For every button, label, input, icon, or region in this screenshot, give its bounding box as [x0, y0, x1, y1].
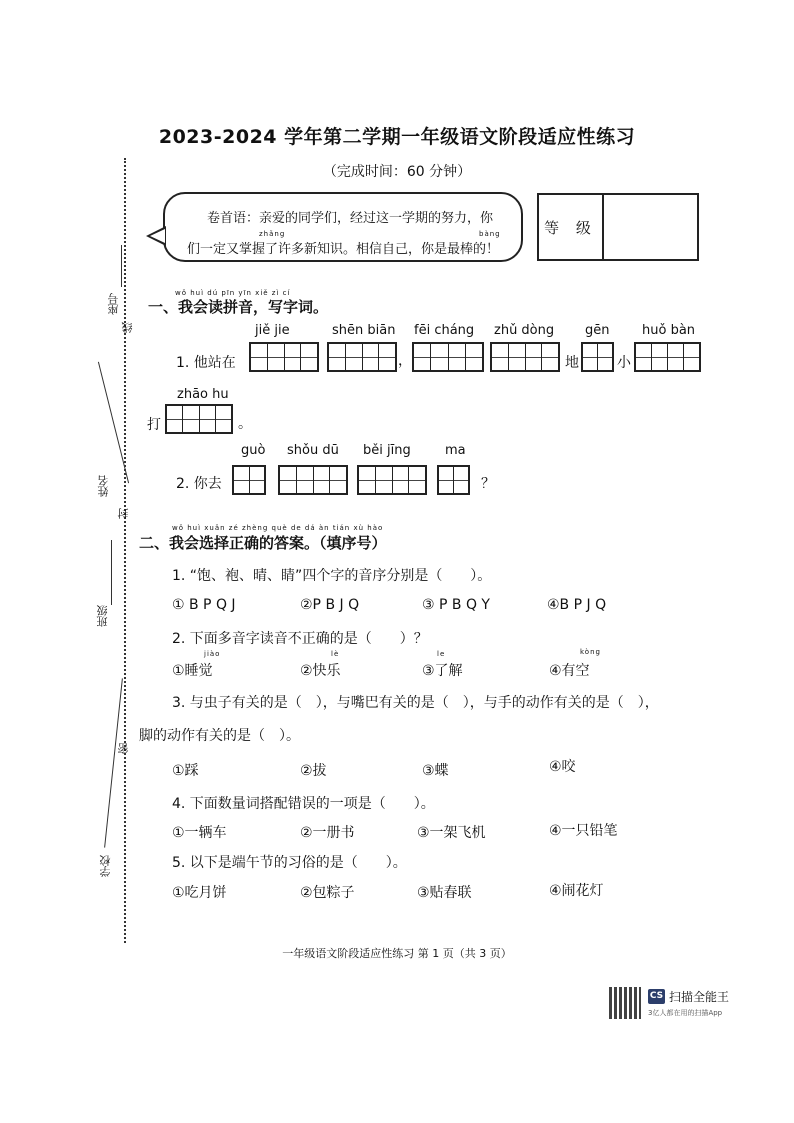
q2-2-option-3[interactable]: ③了解: [422, 663, 463, 679]
grade-box: [537, 193, 699, 261]
section2-ruby: wǒ huì xuǎn zé zhèng què de dá àn tián xù hào: [172, 524, 384, 532]
question1-1-prefix: 1. 他站在: [176, 355, 236, 371]
q2-1-option-4[interactable]: ④B P J Q: [547, 597, 607, 613]
question1-2-prefix: 2. 你去: [176, 476, 222, 492]
q2-4-option-4[interactable]: ④一只铅笔: [549, 823, 618, 839]
pinyin-beijing: běi jīng: [363, 443, 411, 458]
pinyin-shenbian: shēn biān: [332, 323, 396, 338]
write-grid-shoudu[interactable]: [278, 465, 348, 495]
write-grid-jiejie[interactable]: [249, 342, 319, 372]
pinyin-guo: guò: [241, 443, 266, 458]
q2-3-option-2[interactable]: ②拔: [300, 763, 327, 779]
pinyin-ma: ma: [445, 443, 466, 458]
write-grid-beijing[interactable]: [357, 465, 427, 495]
ruby-kong: kòng: [580, 648, 601, 656]
question2-3: 3. 与虫子有关的是（ ），与嘴巴有关的是（ ），与手的动作有关的是（ ），: [172, 695, 659, 711]
intro-line-1: 卷首语：亲爱的同学们，经过这一学期的努力，你: [207, 211, 494, 226]
grade-label: 等 级: [539, 195, 604, 259]
q2-5-option-2[interactable]: ②包粽子: [300, 885, 355, 901]
binding-dotted-line: [124, 158, 126, 943]
write-grid-ma[interactable]: [437, 465, 470, 495]
pinyin-jiejie: jiě jie: [255, 323, 290, 338]
seat-label: 座号: [107, 293, 120, 315]
pinyin-zhaohu: zhāo hu: [177, 387, 229, 402]
watermark-brand: 扫描全能王: [669, 990, 730, 1004]
pinyin-shoudu: shǒu dū: [287, 443, 339, 458]
text-di: 地: [565, 355, 579, 371]
q2-4-option-3[interactable]: ③一架飞机: [417, 825, 486, 841]
q2-1-option-3[interactable]: ③ P B Q Y: [422, 597, 490, 613]
q2-4-option-1[interactable]: ①一辆车: [172, 825, 227, 841]
school-line: [104, 678, 123, 847]
camscanner-logo-icon: CS: [648, 989, 665, 1004]
write-grid-shenbian[interactable]: [327, 342, 397, 372]
binding-xian: 线: [121, 322, 134, 333]
binding-mi: 密: [117, 743, 130, 754]
write-grid-zhudong[interactable]: [490, 342, 560, 372]
page-subtitle: （完成时间：60 分钟）: [322, 164, 472, 180]
ruby-le-1: lè: [331, 650, 340, 658]
comma: ，: [398, 353, 412, 369]
watermark-tagline: 3亿人都在用的扫描App: [648, 1009, 723, 1017]
name-label: 姓名: [97, 475, 110, 497]
question2-4: 4. 下面数量词搭配错误的一项是（ ）。: [172, 796, 435, 812]
class-line: [111, 540, 112, 605]
section2-title: 二、我会选择正确的答案。（填序号）: [139, 534, 387, 552]
speech-bubble-tail-inner: [150, 229, 165, 243]
pinyin-feichang: fēi cháng: [414, 323, 475, 338]
question2-1: 1. “饱、袍、晴、睛”四个字的音序分别是（ ）。: [172, 568, 492, 584]
pinyin-zhudong: zhǔ dòng: [494, 323, 555, 338]
text-da: 打: [147, 417, 161, 433]
q2-1-option-2[interactable]: ②P B J Q: [300, 597, 360, 613]
section1-title: 一、我会读拼音，写字词。: [148, 298, 329, 316]
q2-1-option-1[interactable]: ① B P Q J: [172, 597, 236, 613]
binding-feng: 封: [117, 508, 130, 519]
grade-value-field[interactable]: [604, 195, 697, 259]
write-grid-feichang[interactable]: [412, 342, 484, 372]
question2-5: 5. 以下是端午节的习俗的是（ ）。: [172, 855, 407, 871]
seat-line: [121, 245, 122, 287]
write-grid-guo[interactable]: [232, 465, 266, 495]
page-footer: 一年级语文阶段适应性练习 第 1 页（共 3 页）: [282, 947, 512, 960]
intro-line-2: 们一定又掌握了许多新知识。相信自己，你是最棒的！: [187, 242, 500, 257]
q2-5-option-3[interactable]: ③贴春联: [417, 885, 472, 901]
school-label: 学校: [99, 855, 112, 877]
pinyin-huoban: huǒ bàn: [642, 323, 696, 338]
q2-3-option-1[interactable]: ①踩: [172, 763, 199, 779]
write-grid-huoban[interactable]: [634, 342, 701, 372]
write-grid-gen[interactable]: [581, 342, 614, 372]
q2-3-option-3[interactable]: ③蝶: [422, 763, 449, 779]
q2-2-option-1[interactable]: ①睡觉: [172, 663, 213, 679]
q2-5-option-1[interactable]: ①吃月饼: [172, 885, 227, 901]
page-title: 2023-2024 学年第二学期一年级语文阶段适应性练习: [158, 126, 636, 148]
ruby-le-2: le: [437, 650, 446, 658]
question-mark: ？: [481, 476, 495, 492]
q2-3-option-4[interactable]: ④咬: [549, 759, 576, 775]
period: 。: [238, 416, 252, 432]
section1-ruby: wǒ huì dú pīn yīn xiě zì cí: [175, 289, 291, 297]
ruby-jiao: jiào: [204, 650, 221, 658]
class-label: 班级: [96, 605, 109, 627]
q2-2-option-4[interactable]: ④有空: [549, 663, 590, 679]
qr-code-icon: [609, 987, 641, 1019]
text-xiao: 小: [617, 355, 631, 371]
q2-4-option-2[interactable]: ②一册书: [300, 825, 355, 841]
question2-2: 2. 下面多音字读音不正确的是（ ）？: [172, 631, 428, 647]
intro-ruby-bang: bàng: [479, 230, 501, 238]
question2-3-cont: 脚的动作有关的是（ ）。: [139, 728, 300, 744]
q2-5-option-4[interactable]: ④闹花灯: [549, 883, 604, 899]
pinyin-gen: gēn: [585, 323, 610, 338]
q2-2-option-2[interactable]: ②快乐: [300, 663, 341, 679]
intro-ruby-zhang: zhǎng: [259, 230, 286, 238]
write-grid-zhaohu[interactable]: [165, 404, 233, 434]
